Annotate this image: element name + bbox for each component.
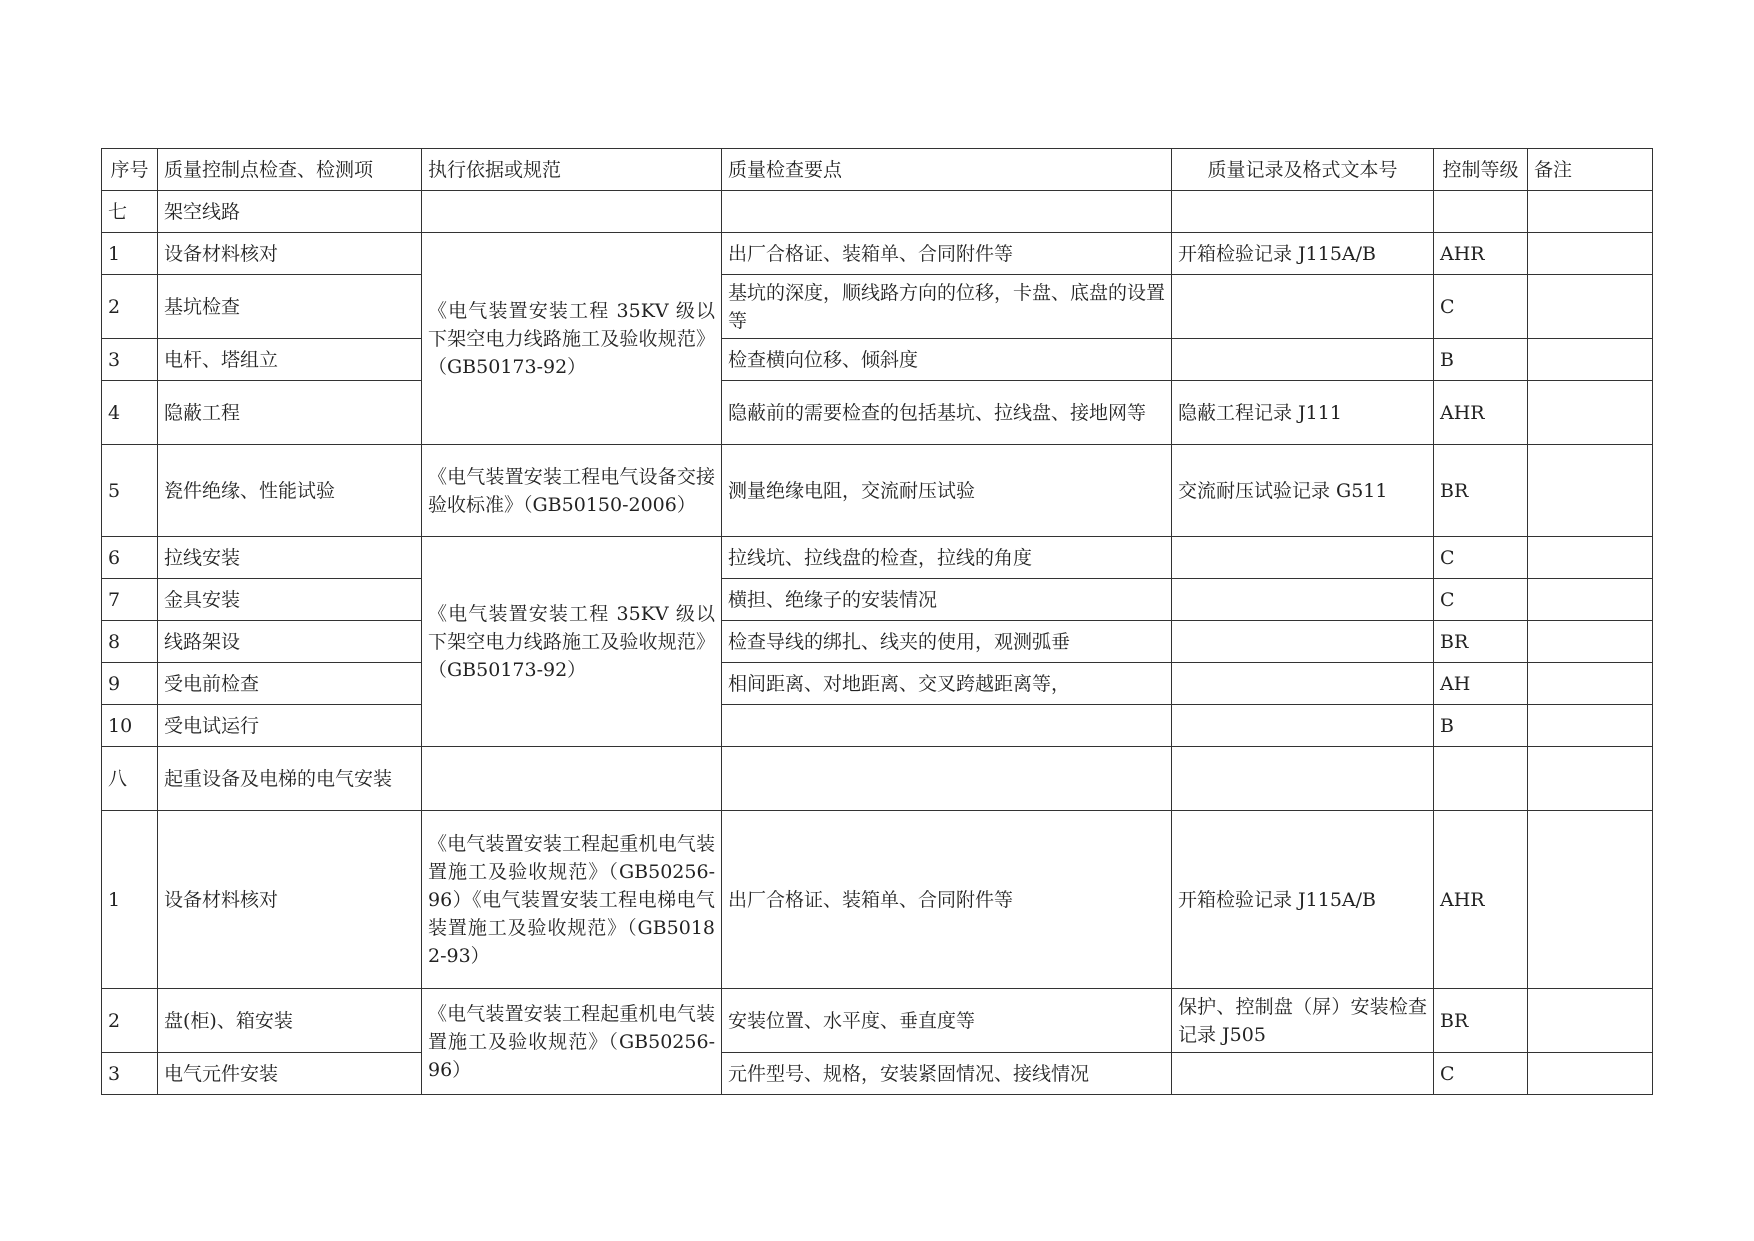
header-points: 质量检查要点 [722,149,1172,191]
row-points: 检查横向位移、倾斜度 [722,339,1172,381]
row-level: C [1434,1053,1528,1095]
table-row [102,621,1653,663]
table-row [102,275,1653,339]
row-item: 电气元件安装 [158,1053,422,1095]
header-no: 序号 [102,149,158,191]
row-points [722,705,1172,747]
row-no: 10 [102,705,158,747]
row-no: 1 [102,233,158,275]
row-level: B [1434,705,1528,747]
row-points: 测量绝缘电阻，交流耐压试验 [722,445,1172,537]
row-basis: 《电气装置安装工程 35KV 级以下架空电力线路施工及验收规范》（GB50173-92） [422,233,722,445]
row-note [1528,663,1653,705]
row-record: 交流耐压试验记录 G511 [1172,445,1434,537]
row-level: BR [1434,621,1528,663]
row-basis: 《电气装置安装工程电气设备交接验收标准》（GB50150-2006） [422,445,722,537]
row-item: 隐蔽工程 [158,381,422,445]
row-item: 电杆、塔组立 [158,339,422,381]
row-item: 受电前检查 [158,663,422,705]
row-level: C [1434,537,1528,579]
row-points: 横担、绝缘子的安装情况 [722,579,1172,621]
row-note [1528,233,1653,275]
header-note: 备注 [1528,149,1653,191]
row-note [1528,381,1653,445]
row-points: 元件型号、规格，安装紧固情况、接线情况 [722,1053,1172,1095]
row-level: C [1434,275,1528,339]
row-level: C [1434,579,1528,621]
table-row [102,381,1653,445]
row-record: 隐蔽工程记录 J111 [1172,381,1434,445]
row-no: 5 [102,445,158,537]
header-row [102,149,1653,191]
row-points [722,747,1172,811]
row-points: 检查导线的绑扎、线夹的使用，观测弧垂 [722,621,1172,663]
row-points: 拉线坑、拉线盘的检查，拉线的角度 [722,537,1172,579]
table-row [102,233,1653,275]
row-item: 起重设备及电梯的电气安装 [158,747,422,811]
row-item: 拉线安装 [158,537,422,579]
row-level: AHR [1434,381,1528,445]
row-level: BR [1434,445,1528,537]
row-note [1528,705,1653,747]
header-basis: 执行依据或规范 [422,149,722,191]
row-points: 基坑的深度，顺线路方向的位移，卡盘、底盘的设置等 [722,275,1172,339]
row-record [1172,705,1434,747]
table-row [102,339,1653,381]
row-points [722,191,1172,233]
row-item: 基坑检查 [158,275,422,339]
row-record [1172,1053,1434,1095]
row-basis: 《电气装置安装工程起重机电气装置施工及验收规范》（GB50256-96） [422,989,722,1095]
row-basis: 《电气装置安装工程起重机电气装置施工及验收规范》（GB50256-96）《电气装置安装工程电梯电气装置施工及验收规范》（GB50182-93） [422,811,722,989]
row-points: 安装位置、水平度、垂直度等 [722,989,1172,1053]
row-item: 盘(柜)、箱安装 [158,989,422,1053]
row-level: BR [1434,989,1528,1053]
row-note [1528,989,1653,1053]
row-item: 金具安装 [158,579,422,621]
table-row [102,579,1653,621]
row-no: 6 [102,537,158,579]
row-note [1528,579,1653,621]
row-basis: 《电气装置安装工程 35KV 级以下架空电力线路施工及验收规范》（GB50173-92） [422,537,722,747]
row-no: 八 [102,747,158,811]
row-note [1528,1053,1653,1095]
row-note [1528,191,1653,233]
row-level: AHR [1434,233,1528,275]
row-no: 2 [102,275,158,339]
row-no: 七 [102,191,158,233]
table-row [102,989,1653,1053]
row-record: 开箱检验记录 J115A/B [1172,811,1434,989]
row-basis [422,747,722,811]
row-basis [422,191,722,233]
table-row [102,191,1653,233]
row-points: 隐蔽前的需要检查的包括基坑、拉线盘、接地网等 [722,381,1172,445]
row-no: 2 [102,989,158,1053]
row-item: 线路架设 [158,621,422,663]
row-no: 8 [102,621,158,663]
table-row [102,445,1653,537]
row-no: 4 [102,381,158,445]
row-points: 出厂合格证、装箱单、合同附件等 [722,233,1172,275]
header-level: 控制等级 [1434,149,1528,191]
table-row [102,663,1653,705]
row-note [1528,811,1653,989]
row-item: 架空线路 [158,191,422,233]
quality-control-table [101,148,1653,1095]
row-record [1172,579,1434,621]
row-points: 出厂合格证、装箱单、合同附件等 [722,811,1172,989]
row-record [1172,275,1434,339]
row-item: 受电试运行 [158,705,422,747]
row-record [1172,663,1434,705]
header-item: 质量控制点检查、检测项 [158,149,422,191]
row-item: 设备材料核对 [158,811,422,989]
row-record: 保护、控制盘（屏）安装检查记录 J505 [1172,989,1434,1053]
row-level [1434,191,1528,233]
table-row [102,537,1653,579]
row-note [1528,537,1653,579]
header-record: 质量记录及格式文本号 [1172,149,1434,191]
row-note [1528,621,1653,663]
row-note [1528,275,1653,339]
table-row [102,747,1653,811]
table-row [102,705,1653,747]
table-row [102,811,1653,989]
row-record [1172,621,1434,663]
row-no: 1 [102,811,158,989]
row-no: 3 [102,1053,158,1095]
row-no: 7 [102,579,158,621]
row-item: 设备材料核对 [158,233,422,275]
row-no: 9 [102,663,158,705]
row-item: 瓷件绝缘、性能试验 [158,445,422,537]
row-record [1172,191,1434,233]
row-note [1528,339,1653,381]
row-no: 3 [102,339,158,381]
row-record [1172,747,1434,811]
row-record [1172,339,1434,381]
row-record: 开箱检验记录 J115A/B [1172,233,1434,275]
row-record [1172,537,1434,579]
row-points: 相间距离、对地距离、交叉跨越距离等， [722,663,1172,705]
row-level: AH [1434,663,1528,705]
row-level: AHR [1434,811,1528,989]
row-note [1528,747,1653,811]
row-level: B [1434,339,1528,381]
table-row [102,1053,1653,1095]
row-level [1434,747,1528,811]
row-note [1528,445,1653,537]
